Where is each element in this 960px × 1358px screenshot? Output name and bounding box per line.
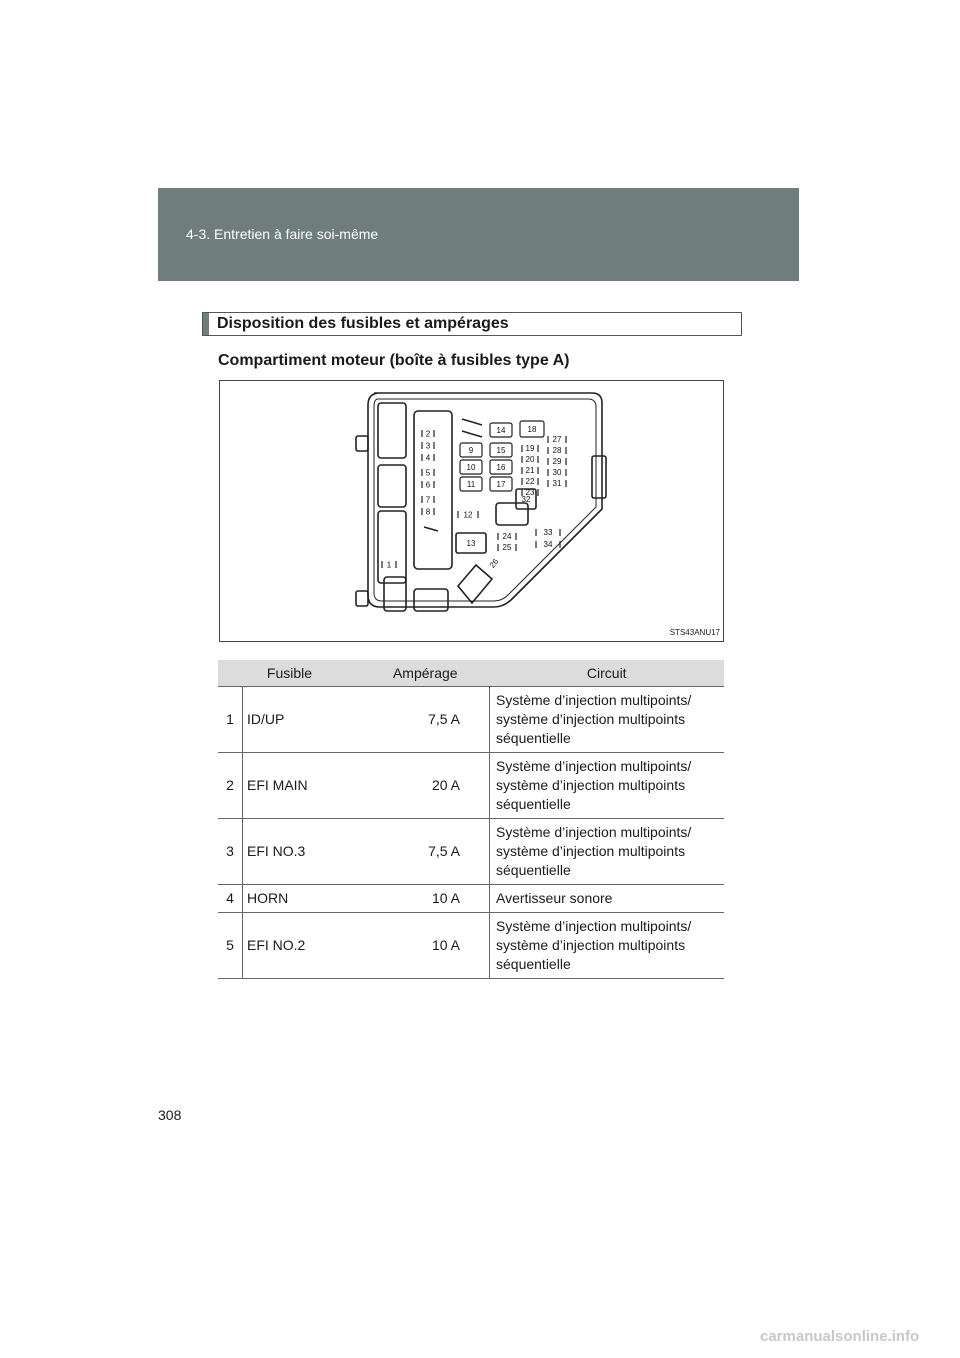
fuse-label-1: 1 — [386, 560, 392, 570]
fuse-name: EFI MAIN — [243, 753, 362, 819]
fuse-circuit: Système d’injection multipoints/ système d’injection multipoints séquentielle — [490, 687, 725, 753]
fuse-name: HORN — [243, 885, 362, 913]
fuse-label-11: 11 — [466, 480, 476, 489]
subheading: Compartiment moteur (boîte à fusibles type A) — [218, 352, 570, 369]
fuse-label-33: 33 — [543, 528, 553, 537]
header-circuit: Circuit — [490, 660, 725, 687]
fuse-label-24: 24 — [502, 532, 512, 541]
fuse-number: 3 — [218, 819, 243, 885]
watermark: carmanualsonline.info — [760, 1328, 920, 1345]
diagram-code: STS43ANU17 — [669, 628, 720, 637]
fuse-name: EFI NO.3 — [243, 819, 362, 885]
fuse-label-2: 2 — [425, 429, 431, 439]
fuse-label-28: 28 — [552, 446, 562, 455]
fuse-label-27: 27 — [552, 435, 562, 444]
fuse-label-18: 18 — [527, 425, 537, 434]
fuse-label-25: 25 — [502, 543, 512, 552]
fuse-number: 2 — [218, 753, 243, 819]
fuse-label-10: 10 — [466, 463, 476, 472]
fuse-label-6: 6 — [425, 480, 431, 490]
fuse-number: 1 — [218, 687, 243, 753]
table-row — [218, 885, 724, 913]
fuse-label-14: 14 — [496, 426, 506, 435]
fuse-label-5: 5 — [425, 468, 431, 478]
fuse-label-12: 12 — [463, 510, 473, 520]
page-number: 308 — [158, 1107, 182, 1123]
section-title: Disposition des fusibles et ampérages — [217, 315, 509, 332]
section-title-box — [202, 312, 742, 336]
fuse-label-32: 32 — [521, 495, 531, 504]
fuse-label-4: 4 — [425, 453, 431, 463]
fuse-table — [218, 660, 724, 979]
fuse-label-34: 34 — [543, 540, 553, 549]
fuse-amperage: 10 A — [361, 913, 490, 979]
fuse-label-16: 16 — [496, 463, 506, 472]
fuse-amperage: 20 A — [361, 753, 490, 819]
fuse-label-7: 7 — [425, 495, 431, 505]
fuse-label-20: 20 — [525, 455, 535, 464]
fuse-label-22: 22 — [525, 477, 535, 486]
table-row — [218, 687, 724, 753]
fuse-label-8: 8 — [425, 507, 431, 517]
fuse-name: ID/UP — [243, 687, 362, 753]
fuse-label-3: 3 — [425, 441, 431, 451]
fuse-label-29: 29 — [552, 457, 562, 466]
chapter-header-band — [158, 188, 799, 281]
fuse-box-drawing — [220, 381, 723, 641]
fuse-name: EFI NO.2 — [243, 913, 362, 979]
fuse-amperage: 10 A — [361, 885, 490, 913]
fuse-box-diagram — [219, 380, 724, 642]
fuse-label-31: 31 — [552, 479, 562, 488]
breadcrumb: 4-3. Entretien à faire soi-même — [186, 226, 379, 242]
fuse-amperage: 7,5 A — [361, 687, 490, 753]
fuse-label-19: 19 — [525, 444, 535, 453]
table-header-row — [218, 660, 724, 687]
fuse-label-30: 30 — [552, 468, 562, 477]
fuse-circuit: Système d’injection multipoints/ système d’injection multipoints séquentielle — [490, 819, 725, 885]
fuse-label-21: 21 — [525, 466, 535, 475]
header-amperage: Ampérage — [361, 660, 490, 687]
fuse-circuit: Système d’injection multipoints/ système d’injection multipoints séquentielle — [490, 913, 725, 979]
fuse-label-23: 23 — [525, 488, 535, 497]
fuse-label-26: 26 — [487, 557, 501, 570]
fuse-label-17: 17 — [496, 480, 506, 489]
fuse-number: 4 — [218, 885, 243, 913]
fuse-circuit: Avertisseur sonore — [490, 885, 725, 913]
table-row — [218, 913, 724, 979]
fuse-amperage: 7,5 A — [361, 819, 490, 885]
header-fusible: Fusible — [218, 660, 361, 687]
fuse-label-13: 13 — [466, 539, 476, 548]
fuse-label-15: 15 — [496, 446, 506, 455]
fuse-number: 5 — [218, 913, 243, 979]
fuse-circuit: Système d’injection multipoints/ système d’injection multipoints séquentielle — [490, 753, 725, 819]
table-row — [218, 819, 724, 885]
fuse-label-9: 9 — [468, 446, 474, 455]
table-row — [218, 753, 724, 819]
